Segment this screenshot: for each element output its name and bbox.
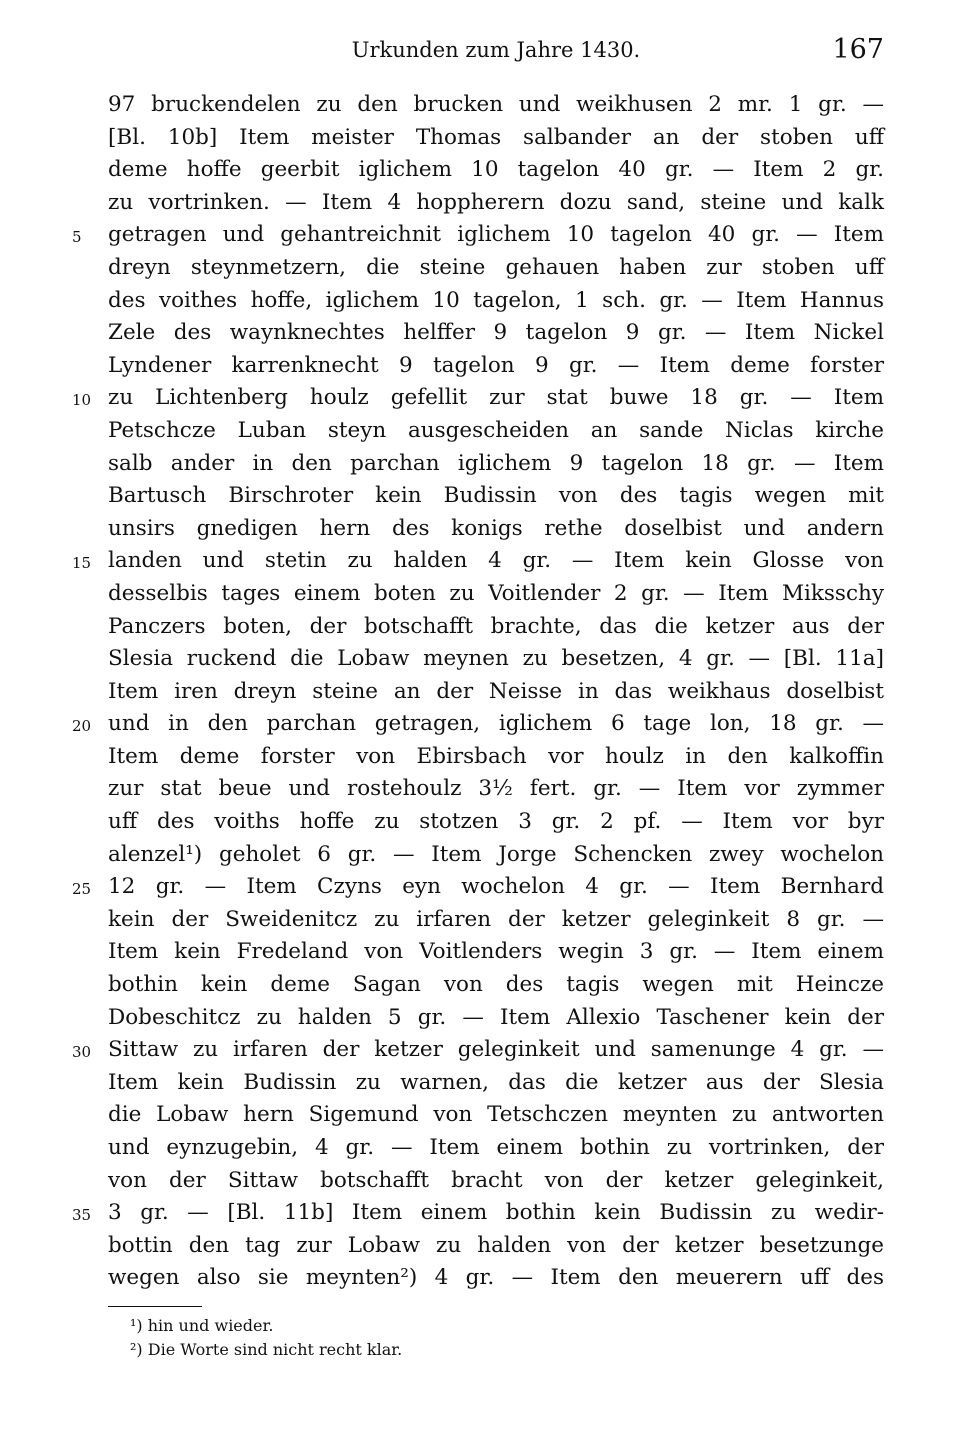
text-line bbox=[72, 382, 884, 415]
line-text: [Bl. 10b] Item meister Thomas salbander an der stoben uff bbox=[108, 124, 884, 150]
text-line bbox=[108, 252, 884, 285]
text-line bbox=[108, 741, 884, 774]
text-line bbox=[108, 513, 884, 546]
line-text: des voithes hoffe, iglichem 10 tagelon, 1 sch. gr. — Item Hannus bbox=[108, 287, 884, 313]
page-number: 167 bbox=[832, 34, 884, 65]
line-text: Zele des waynknechtes helffer 9 tagelon 9 gr. — Item Nickel bbox=[108, 320, 884, 346]
page-header bbox=[108, 30, 884, 70]
line-text: zur stat beue und rostehoulz 3½ fert. gr. — Item vor zymmer bbox=[108, 776, 884, 802]
line-text: unsirs gnedigen hern des konigs rethe doselbist und andern bbox=[108, 515, 884, 541]
text-line bbox=[108, 611, 884, 644]
line-text: kein der Sweidenitcz zu irfaren der ketzer geleginkeit 8 gr. — bbox=[108, 906, 884, 932]
text-line bbox=[108, 1132, 884, 1165]
text-line bbox=[108, 154, 884, 187]
line-text: alenzel¹) geholet 6 gr. — Item Jorge Schencken zwey wochelon bbox=[108, 841, 884, 867]
line-text: Petschcze Luban steyn ausgescheiden an sande Niclas kirche bbox=[108, 417, 884, 443]
text-line bbox=[108, 1262, 884, 1295]
text-line bbox=[108, 122, 884, 155]
text-line bbox=[108, 969, 884, 1002]
text-line bbox=[108, 904, 884, 937]
line-text: bothin kein deme Sagan von des tagis wegen mit Heincze bbox=[108, 972, 884, 998]
line-number: 5 bbox=[72, 228, 82, 247]
line-text: desselbis tages einem boten zu Voitlender 2 gr. — Item Miksschy bbox=[108, 580, 884, 606]
line-text: Lyndener karrenknecht 9 tagelon 9 gr. — Item deme forster bbox=[108, 352, 884, 378]
text-line bbox=[108, 839, 884, 872]
text-line bbox=[108, 1099, 884, 1132]
line-text: Sittaw zu irfaren der ketzer geleginkeit und samenunge 4 gr. — bbox=[108, 1037, 884, 1063]
body-text bbox=[72, 89, 884, 1295]
text-line bbox=[72, 708, 884, 741]
line-text: dreyn steynmetzern, die steine gehauen haben zur stoben uff bbox=[108, 254, 884, 280]
text-line bbox=[72, 871, 884, 904]
text-line bbox=[108, 187, 884, 220]
footnotes bbox=[130, 1314, 830, 1362]
footnote-1: ¹) hin und wieder. bbox=[130, 1316, 274, 1335]
line-text: und eynzugebin, 4 gr. — Item einem bothin zu vortrinken, der bbox=[108, 1135, 884, 1160]
text-line bbox=[108, 285, 884, 318]
text-line bbox=[108, 806, 884, 839]
line-text: landen und stetin zu halden 4 gr. — Item kein Glosse von bbox=[108, 548, 884, 574]
line-text: von der Sittaw botschafft bracht von der ketzer geleginkeit, bbox=[108, 1167, 884, 1193]
line-text: 97 bruckendelen zu den brucken und weikhusen 2 mr. 1 gr. — bbox=[108, 92, 884, 117]
text-line bbox=[72, 1197, 884, 1230]
line-text: und in den parchan getragen, iglichem 6 tage lon, 18 gr. — bbox=[108, 711, 884, 737]
text-line bbox=[72, 545, 884, 578]
footnote-2: ²) Die Worte sind nicht recht klar. bbox=[130, 1340, 403, 1359]
line-text: Bartusch Birschroter kein Budissin von des tagis wegen mit bbox=[108, 483, 884, 509]
line-text: uff des voiths hoffe zu stotzen 3 gr. 2 pf. — Item vor byr bbox=[108, 809, 884, 835]
line-text: Dobeschitcz zu halden 5 gr. — Item Allexio Taschener kein der bbox=[108, 1004, 884, 1030]
text-line bbox=[108, 1067, 884, 1100]
footnote-rule bbox=[108, 1306, 202, 1307]
line-text: 3 gr. — [Bl. 11b] Item einem bothin kein Budissin zu wedir- bbox=[108, 1200, 884, 1226]
line-text: Panczers boten, der botschafft brachte, das die ketzer aus der bbox=[108, 613, 884, 639]
text-line bbox=[108, 480, 884, 513]
text-line bbox=[108, 1165, 884, 1198]
text-line bbox=[108, 1230, 884, 1263]
line-number: 30 bbox=[72, 1043, 92, 1062]
text-line bbox=[108, 448, 884, 481]
line-text: Item kein Fredeland von Voitlenders wegin 3 gr. — Item einem bbox=[108, 939, 884, 965]
line-text: die Lobaw hern Sigemund von Tetschczen meynten zu antworten bbox=[108, 1102, 884, 1128]
text-line bbox=[108, 89, 884, 122]
line-number: 15 bbox=[72, 554, 92, 573]
text-line bbox=[72, 1034, 884, 1067]
line-text: deme hoffe geerbit iglichem 10 tagelon 40 gr. — Item 2 gr. bbox=[108, 157, 884, 183]
line-text: bottin den tag zur Lobaw zu halden von der ketzer besetzunge bbox=[108, 1232, 884, 1258]
text-line bbox=[108, 676, 884, 709]
text-line bbox=[108, 578, 884, 611]
line-text: 12 gr. — Item Czyns eyn wochelon 4 gr. — Item Bernhard bbox=[108, 874, 884, 900]
line-text: Item deme forster von Ebirsbach vor houlz in den kalkoffin bbox=[108, 743, 884, 769]
text-line bbox=[108, 773, 884, 806]
line-text: zu Lichtenberg houlz gefellit zur stat buwe 18 gr. — Item bbox=[108, 385, 884, 411]
text-line bbox=[108, 350, 884, 383]
line-text: Slesia ruckend die Lobaw meynen zu besetzen, 4 gr. — [Bl. 11a] bbox=[108, 646, 884, 672]
text-line bbox=[108, 936, 884, 969]
line-number: 10 bbox=[72, 391, 92, 410]
text-line bbox=[108, 415, 884, 448]
text-line bbox=[108, 1002, 884, 1035]
text-line bbox=[72, 219, 884, 252]
line-number: 25 bbox=[72, 880, 92, 899]
running-head: Urkunden zum Jahre 1430. bbox=[351, 38, 641, 62]
line-text: Item kein Budissin zu warnen, das die ketzer aus der Slesia bbox=[108, 1069, 884, 1095]
line-number: 35 bbox=[72, 1206, 92, 1225]
line-text: zu vortrinken. — Item 4 hoppherern dozu sand, steine und kalk bbox=[108, 189, 884, 215]
text-line bbox=[108, 643, 884, 676]
line-text: getragen und gehantreichnit iglichem 10 tagelon 40 gr. — Item bbox=[108, 222, 884, 248]
text-line bbox=[108, 317, 884, 350]
line-text: salb ander in den parchan iglichem 9 tagelon 18 gr. — Item bbox=[108, 450, 884, 476]
line-text: Item iren dreyn steine an der Neisse in das weikhaus doselbist bbox=[108, 678, 884, 704]
line-text: wegen also sie meynten²) 4 gr. — Item den meuerern uff des bbox=[108, 1265, 884, 1291]
line-number: 20 bbox=[72, 717, 92, 736]
